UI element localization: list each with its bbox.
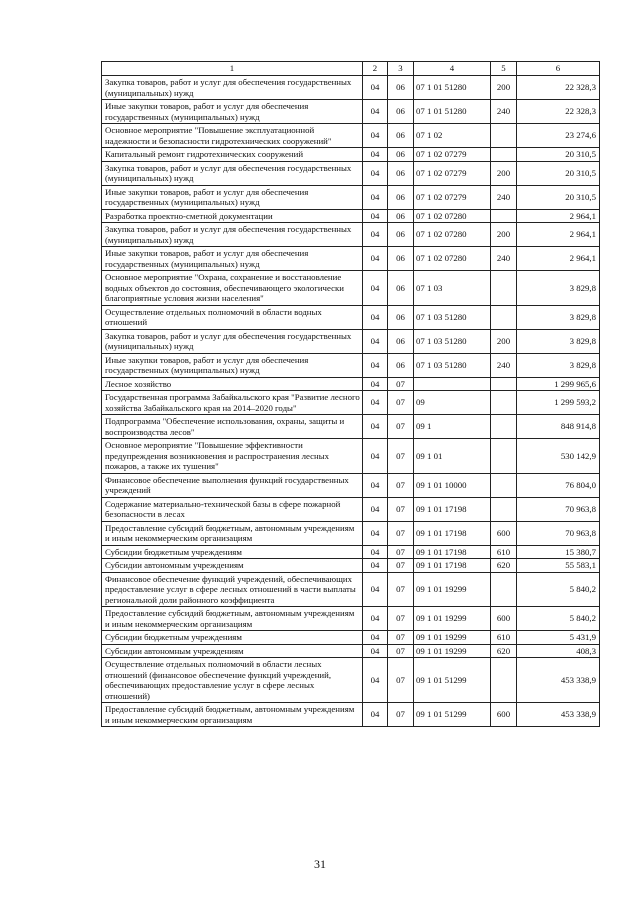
row-expense-type-code: 600 [491,521,517,545]
table-header-row [102,62,600,76]
table-row [102,607,600,631]
row-expense-type-code [491,497,517,521]
row-amount: 453 338,9 [517,703,600,727]
row-description: Финансовое обеспечение функций учреждений, обеспечивающих предоставление услуг в сфере лесных отношений в части выплаты региональной доли районного коэффициента [102,572,363,607]
row-section-code: 04 [363,305,388,329]
row-amount: 2 964,1 [517,223,600,247]
row-amount: 408,3 [517,644,600,658]
row-expense-type-code: 200 [491,161,517,185]
row-expense-type-code [491,377,517,391]
row-section-code: 04 [363,545,388,559]
row-section-code: 04 [363,329,388,353]
row-subsection-code: 07 [388,631,414,645]
row-target-article-code: 07 1 02 07280 [414,209,491,223]
row-expense-type-code: 200 [491,223,517,247]
row-section-code: 04 [363,76,388,100]
row-expense-type-code: 610 [491,545,517,559]
row-section-code: 04 [363,391,388,415]
table-row [102,271,600,306]
row-description: Осуществление отдельных полномочий в области лесных отношений (финансовое обеспечение функций учреждений, обеспечивающих предоставление услуг в сфере лесных отношений) [102,658,363,703]
row-target-article-code: 09 1 01 10000 [414,473,491,497]
row-amount: 22 328,3 [517,100,600,124]
row-expense-type-code [491,572,517,607]
row-expense-type-code: 200 [491,329,517,353]
row-subsection-code: 07 [388,559,414,573]
row-target-article-code: 07 1 02 07280 [414,223,491,247]
row-amount: 5 431,9 [517,631,600,645]
row-subsection-code: 06 [388,271,414,306]
row-amount: 55 583,1 [517,559,600,573]
row-section-code: 04 [363,473,388,497]
table-row [102,247,600,271]
row-amount: 15 380,7 [517,545,600,559]
header-cell: 5 [491,62,517,76]
table-row [102,100,600,124]
row-target-article-code: 07 1 03 [414,271,491,306]
row-expense-type-code [491,148,517,162]
row-subsection-code: 07 [388,439,414,474]
row-description: Субсидии автономным учреждениям [102,559,363,573]
row-target-article-code: 09 1 01 19299 [414,607,491,631]
row-description: Субсидии бюджетным учреждениям [102,631,363,645]
row-amount: 22 328,3 [517,76,600,100]
row-section-code: 04 [363,415,388,439]
row-subsection-code: 07 [388,703,414,727]
row-subsection-code: 06 [388,124,414,148]
row-section-code: 04 [363,607,388,631]
row-expense-type-code [491,439,517,474]
row-description: Закупка товаров, работ и услуг для обеспечения государственных (муниципальных) нужд [102,223,363,247]
row-target-article-code: 07 1 03 51280 [414,305,491,329]
row-target-article-code: 07 1 03 51280 [414,329,491,353]
row-section-code: 04 [363,124,388,148]
row-subsection-code: 07 [388,391,414,415]
row-amount: 848 914,8 [517,415,600,439]
row-description: Иные закупки товаров, работ и услуг для обеспечения государственных (муниципальных) нужд [102,353,363,377]
row-description: Предоставление субсидий бюджетным, автономным учреждениям и иным некоммерческим организациям [102,703,363,727]
row-section-code: 04 [363,353,388,377]
row-section-code: 04 [363,521,388,545]
row-section-code: 04 [363,559,388,573]
row-amount: 1 299 593,2 [517,391,600,415]
table-row [102,76,600,100]
row-section-code: 04 [363,703,388,727]
row-subsection-code: 07 [388,572,414,607]
row-target-article-code: 09 1 01 19299 [414,644,491,658]
row-subsection-code: 06 [388,223,414,247]
row-subsection-code: 07 [388,658,414,703]
row-section-code: 04 [363,100,388,124]
table-row [102,148,600,162]
row-target-article-code: 09 1 01 17198 [414,545,491,559]
row-expense-type-code: 620 [491,644,517,658]
row-target-article-code: 07 1 02 07279 [414,148,491,162]
row-subsection-code: 06 [388,329,414,353]
row-subsection-code: 07 [388,415,414,439]
row-target-article-code: 07 1 02 [414,124,491,148]
row-target-article-code: 09 1 01 51299 [414,658,491,703]
row-target-article-code: 07 1 02 07279 [414,161,491,185]
row-expense-type-code: 200 [491,76,517,100]
row-subsection-code: 07 [388,644,414,658]
row-expense-type-code: 240 [491,353,517,377]
table-row [102,572,600,607]
row-amount: 3 829,8 [517,305,600,329]
row-section-code: 04 [363,631,388,645]
row-subsection-code: 06 [388,305,414,329]
row-subsection-code: 06 [388,185,414,209]
row-description: Лесное хозяйство [102,377,363,391]
row-expense-type-code: 240 [491,100,517,124]
row-expense-type-code [491,391,517,415]
row-section-code: 04 [363,271,388,306]
row-amount: 2 964,1 [517,209,600,223]
row-target-article-code: 07 1 03 51280 [414,353,491,377]
row-amount: 20 310,5 [517,148,600,162]
table-row [102,497,600,521]
row-target-article-code: 07 1 02 07279 [414,185,491,209]
row-subsection-code: 07 [388,377,414,391]
row-expense-type-code [491,658,517,703]
row-expense-type-code: 620 [491,559,517,573]
row-expense-type-code: 610 [491,631,517,645]
table-row [102,223,600,247]
row-description: Основное мероприятие "Охрана, сохранение и восстановление водных объектов до состояния, обеспечивающего экологически благоприятные условия жизни населения" [102,271,363,306]
table-row [102,209,600,223]
header-cell: 1 [102,62,363,76]
table-row [102,439,600,474]
row-target-article-code: 09 1 01 [414,439,491,474]
header-cell: 6 [517,62,600,76]
row-description: Иные закупки товаров, работ и услуг для обеспечения государственных (муниципальных) нужд [102,185,363,209]
row-description: Финансовое обеспечение выполнения функций государственных учреждений [102,473,363,497]
row-subsection-code: 07 [388,473,414,497]
row-expense-type-code: 600 [491,703,517,727]
table-row [102,391,600,415]
row-target-article-code: 09 1 01 17198 [414,521,491,545]
row-amount: 70 963,8 [517,521,600,545]
row-target-article-code: 09 1 01 17198 [414,559,491,573]
row-amount: 3 829,8 [517,271,600,306]
row-description: Субсидии бюджетным учреждениям [102,545,363,559]
row-description: Основное мероприятие "Повышение эффективности предупреждения возникновения и распространения лесных пожаров, а также их тушения" [102,439,363,474]
row-target-article-code: 07 1 01 51280 [414,100,491,124]
row-subsection-code: 07 [388,607,414,631]
row-target-article-code: 09 1 01 19299 [414,572,491,607]
row-section-code: 04 [363,644,388,658]
row-amount: 3 829,8 [517,329,600,353]
row-target-article-code: 09 1 01 19299 [414,631,491,645]
row-target-article-code: 09 [414,391,491,415]
row-subsection-code: 07 [388,545,414,559]
row-subsection-code: 06 [388,209,414,223]
row-amount: 530 142,9 [517,439,600,474]
header-cell: 2 [363,62,388,76]
row-description: Разработка проектно-сметной документации [102,209,363,223]
row-subsection-code: 06 [388,76,414,100]
row-expense-type-code: 240 [491,185,517,209]
table-row [102,703,600,727]
row-description: Закупка товаров, работ и услуг для обеспечения государственных (муниципальных) нужд [102,329,363,353]
row-section-code: 04 [363,185,388,209]
row-section-code: 04 [363,209,388,223]
table-row [102,415,600,439]
header-cell: 4 [414,62,491,76]
table-row [102,124,600,148]
table-row [102,545,600,559]
budget-table-container [101,61,599,727]
row-description: Подпрограмма "Обеспечение использования, охраны, защиты и воспроизводства лесов" [102,415,363,439]
row-section-code: 04 [363,247,388,271]
row-subsection-code: 07 [388,521,414,545]
row-subsection-code: 06 [388,247,414,271]
row-amount: 453 338,9 [517,658,600,703]
row-expense-type-code: 600 [491,607,517,631]
row-amount: 76 804,0 [517,473,600,497]
table-row [102,658,600,703]
row-section-code: 04 [363,377,388,391]
row-target-article-code [414,377,491,391]
row-section-code: 04 [363,439,388,474]
row-expense-type-code: 240 [491,247,517,271]
budget-table [101,61,600,727]
row-amount: 20 310,5 [517,185,600,209]
row-expense-type-code [491,124,517,148]
row-amount: 1 299 965,6 [517,377,600,391]
row-section-code: 04 [363,148,388,162]
table-row [102,631,600,645]
row-description: Субсидии автономным учреждениям [102,644,363,658]
row-description: Основное мероприятие "Повышение эксплуатационной надежности и безопасности гидротехнических сооружений" [102,124,363,148]
row-description: Государственная программа Забайкальского края "Развитие лесного хозяйства Забайкальского края на 2014–2020 годы" [102,391,363,415]
row-section-code: 04 [363,497,388,521]
row-subsection-code: 06 [388,161,414,185]
row-description: Содержание материально-технической базы в сфере пожарной безопасности в лесах [102,497,363,521]
table-row [102,161,600,185]
row-description: Закупка товаров, работ и услуг для обеспечения государственных (муниципальных) нужд [102,161,363,185]
row-target-article-code: 07 1 01 51280 [414,76,491,100]
row-subsection-code: 06 [388,353,414,377]
row-description: Осуществление отдельных полномочий в области водных отношений [102,305,363,329]
row-section-code: 04 [363,161,388,185]
row-target-article-code: 07 1 02 07280 [414,247,491,271]
row-target-article-code: 09 1 [414,415,491,439]
row-description: Предоставление субсидий бюджетным, автономным учреждениям и иным некоммерческим организациям [102,607,363,631]
table-row [102,644,600,658]
row-description: Закупка товаров, работ и услуг для обеспечения государственных (муниципальных) нужд [102,76,363,100]
row-amount: 5 840,2 [517,572,600,607]
row-amount: 5 840,2 [517,607,600,631]
row-description: Капитальный ремонт гидротехнических сооружений [102,148,363,162]
row-expense-type-code [491,473,517,497]
row-section-code: 04 [363,223,388,247]
row-amount: 3 829,8 [517,353,600,377]
page-number: 31 [314,857,326,871]
row-amount: 20 310,5 [517,161,600,185]
row-description: Иные закупки товаров, работ и услуг для обеспечения государственных (муниципальных) нужд [102,247,363,271]
row-description: Иные закупки товаров, работ и услуг для обеспечения государственных (муниципальных) нужд [102,100,363,124]
table-row [102,521,600,545]
row-amount: 23 274,6 [517,124,600,148]
header-cell: 3 [388,62,414,76]
table-row [102,305,600,329]
row-description: Предоставление субсидий бюджетным, автономным учреждениям и иным некоммерческим организациям [102,521,363,545]
row-section-code: 04 [363,658,388,703]
row-amount: 2 964,1 [517,247,600,271]
table-body [102,76,600,727]
table-row [102,473,600,497]
row-expense-type-code [491,209,517,223]
row-expense-type-code [491,305,517,329]
table-row [102,377,600,391]
row-subsection-code: 06 [388,148,414,162]
row-target-article-code: 09 1 01 51299 [414,703,491,727]
table-row [102,329,600,353]
row-expense-type-code [491,415,517,439]
row-target-article-code: 09 1 01 17198 [414,497,491,521]
row-section-code: 04 [363,572,388,607]
table-row [102,559,600,573]
table-row [102,353,600,377]
table-row [102,185,600,209]
row-subsection-code: 07 [388,497,414,521]
row-expense-type-code [491,271,517,306]
row-amount: 70 963,8 [517,497,600,521]
row-subsection-code: 06 [388,100,414,124]
